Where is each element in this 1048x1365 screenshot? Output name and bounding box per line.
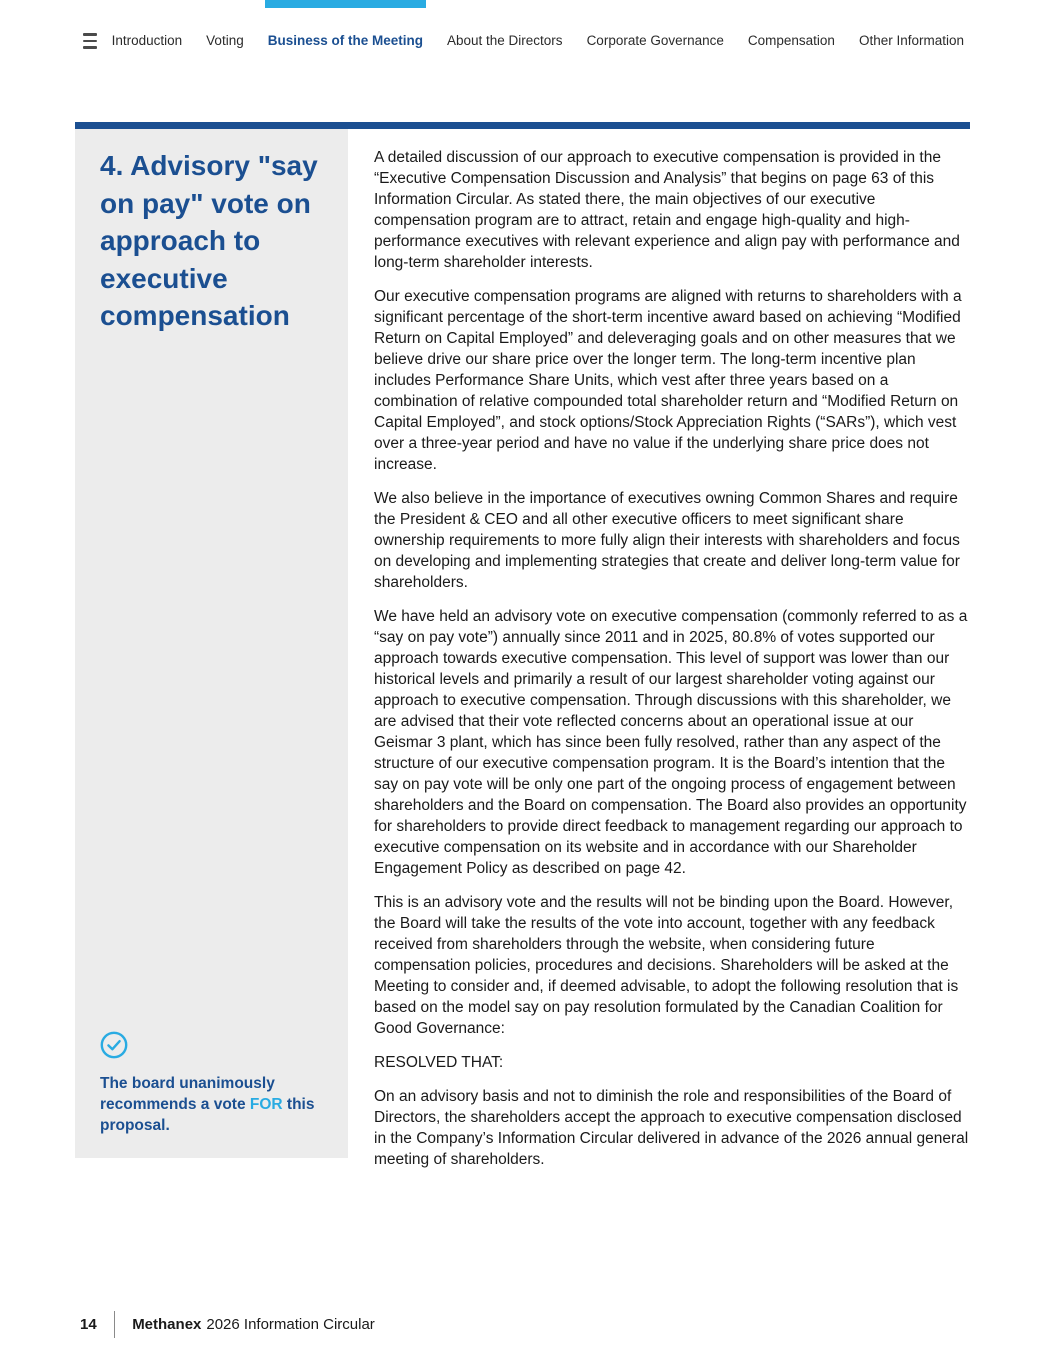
paragraph: Our executive compensation programs are aligned with returns to shareholders with a significant percentage of the short-term incentive award based on achieving “Modified Return on Capital Employed” and deleveraging goals and on other measures that we believe drive our share price over the longer term. The long-term incentive plan includes Performance Share Units, which vest after three years based on a combination of relative compounded total shareholder return and “Modified Return on Capital Employed”, and stock options/Stock Appreciation Rights (“SARs”), which vest over a three-year period and have no value if the underlying share price does not increase. [374, 288, 962, 473]
nav-item-introduction[interactable]: Introduction [111, 33, 183, 49]
page-footer [80, 1311, 375, 1338]
nav-item-business-of-the-meeting[interactable]: Business of the Meeting [267, 33, 423, 49]
active-tab-indicator [265, 0, 426, 8]
section-top-rule [75, 122, 970, 129]
nav-item-compensation[interactable]: Compensation [747, 33, 835, 49]
check-circle-icon [100, 1031, 128, 1059]
recommendation-text-post: this proposal. [100, 1095, 315, 1134]
footer-divider [114, 1311, 116, 1338]
nav-item-corporate-governance[interactable]: Corporate Governance [586, 33, 724, 49]
resolution-paragraph: On an advisory basis and not to diminish the role and responsibilities of the Board of Directors, the shareholders accept the approach to executive compensation disclosed in the Company’s Information Circular delivered in advance of the 2026 annual general meeting of shareholders. [374, 1088, 969, 1168]
section-title: 4. Advisory "say on pay" vote on approach to executive compensation [100, 150, 318, 332]
nav-item-about-the-directors[interactable]: About the Directors [447, 33, 563, 49]
recommendation-for-highlight: FOR [249, 1095, 283, 1113]
footer-document-title: 2026 Information Circular [206, 1316, 375, 1333]
paragraph: This is an advisory vote and the results will not be binding upon the Board. However, the Board will take the results of the vote into account, together with any feedback received from shareholders through the website, when considering future compensation policies, procedures and decisions. Shareholders will be asked at the Meeting to consider and, if deemed advisable, to adopt the following resolution that is based on the model say on pay resolution formulated by the Canadian Coalition for Good Governance: [374, 894, 959, 1037]
resolved-that-label: RESOLVED THAT: [374, 1054, 504, 1071]
page-number: 14 [80, 1316, 97, 1333]
recommendation-text-pre: The board unanimously recommends a vote [100, 1074, 275, 1113]
board-recommendation [100, 1073, 324, 1136]
top-navigation [83, 33, 988, 49]
nav-item-voting[interactable]: Voting [206, 33, 244, 49]
hamburger-menu-icon[interactable] [83, 33, 97, 49]
content-area [75, 122, 970, 1183]
paragraph: We have held an advisory vote on executive compensation (commonly referred to as a “say on pay vote”) annually since 2011 and in 2025, 80.8% of votes supported our approach towards executive compensation. This level of support was lower than our historical levels and primarily a result of our largest shareholder voting against our approach to executive compensation. Through discussions with this shareholder, we are advised that their vote reflected concerns about an operational issue at our Geismar 3 plant, which has since been fully resolved, rather than any aspect of the structure of our executive compensation program. It is the Board’s intention that the say on pay vote will be only one part of the ongoing process of engagement between shareholders and the Board on compensation. The Board also provides an opportunity for shareholders to provide direct feedback to management regarding our approach to executive compensation on its website and in accordance with our Shareholder Engagement Policy as described on page 42. [374, 608, 968, 877]
section-sidebar [75, 129, 348, 1158]
paragraph: A detailed discussion of our approach to executive compensation is provided in the “Executive Compensation Discussion and Analysis” that begins on page 63 of this Information Circular. As stated there, the main objectives of our executive compensation program are to attract, retain and engage high-quality and high-performance executives with relevant experience and align pay with performance and long-term shareholder interests. [374, 149, 960, 271]
nav-item-other-information[interactable]: Other Information [858, 33, 964, 49]
paragraph: We also believe in the importance of executives owning Common Shares and require the President & CEO and all other executive officers to meet significant share ownership requirements to more fully align their interests with shareholders and focus on developing and implementing strategies that create and deliver long-term value for shareholders. [374, 490, 960, 591]
footer-brand: Methanex [132, 1316, 202, 1333]
body-text-column [374, 129, 970, 1183]
